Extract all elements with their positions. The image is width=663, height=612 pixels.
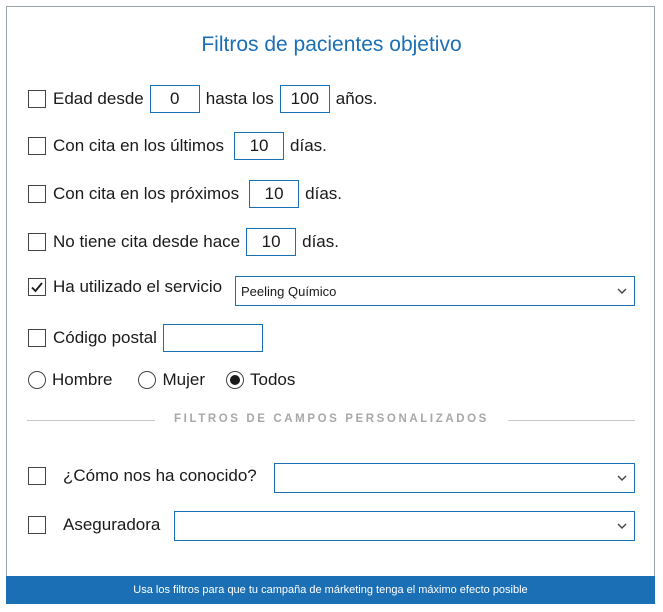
section-divider-right [508,420,635,421]
postal-code-checkbox[interactable] [28,329,46,347]
next-appointment-label: Con cita en los próximos [53,184,240,203]
postal-code-label: Código postal [53,328,157,347]
next-appointment-days-input[interactable] [249,180,299,208]
next-appointment-checkbox[interactable] [28,185,46,203]
age-unit-label: años. [335,89,378,108]
custom-field-label-insurer: Aseguradora [63,515,161,534]
next-appointment-row [28,180,342,208]
age-from-input[interactable] [150,85,200,113]
chevron-down-icon [616,285,628,297]
no-appointment-unit: días. [302,232,339,251]
chevron-down-icon [616,520,628,532]
custom-field-checkbox-how-found[interactable] [28,467,46,485]
checkmark-icon [30,280,44,294]
service-select[interactable] [235,276,635,306]
no-appointment-row [28,228,339,256]
age-to-label: hasta los [205,89,274,108]
postal-code-row [28,324,263,352]
no-appointment-label: No tiene cita desde hace [53,232,241,251]
gender-radio-group [28,370,295,390]
radio-mujer-label: Mujer [162,370,205,389]
past-appointment-label: Con cita en los últimos [53,136,225,155]
postal-code-input[interactable] [163,324,263,352]
footer-banner [6,576,655,604]
age-to-input[interactable] [280,85,330,113]
service-selected-value: Peeling Químico [241,283,337,299]
custom-fields-heading: FILTROS DE CAMPOS PERSONALIZADOS [174,413,489,425]
page-title: Filtros de pacientes objetivo [201,33,462,56]
custom-field-checkbox-insurer[interactable] [28,516,46,534]
no-appointment-days-input[interactable] [246,228,296,256]
age-from-label: Edad desde [53,89,144,108]
custom-field-label-how-found: ¿Cómo nos ha conocido? [63,466,257,485]
past-appointment-checkbox[interactable] [28,137,46,155]
how-found-select[interactable] [274,463,635,493]
radio-hombre-label: Hombre [52,370,113,389]
radio-mujer[interactable] [138,371,156,389]
past-appointment-row [28,132,327,160]
insurer-select[interactable] [174,511,635,541]
radio-todos[interactable] [226,371,244,389]
service-checkbox[interactable] [28,278,46,296]
age-checkbox[interactable] [28,90,46,108]
radio-selected-dot [230,375,240,385]
custom-field-row [28,466,257,486]
past-appointment-days-input[interactable] [234,132,284,160]
next-appointment-unit: días. [305,184,342,203]
custom-field-row [28,515,160,535]
age-filter-row [28,85,377,113]
footer-text: Usa los filtros para que tu campaña de márketing tenga el máximo efecto posible [133,584,528,596]
service-label: Ha utilizado el servicio [53,277,223,296]
chevron-down-icon [616,472,628,484]
radio-hombre[interactable] [28,371,46,389]
service-row [28,277,222,297]
no-appointment-checkbox[interactable] [28,233,46,251]
past-appointment-unit: días. [290,136,327,155]
radio-todos-label: Todos [249,370,296,389]
